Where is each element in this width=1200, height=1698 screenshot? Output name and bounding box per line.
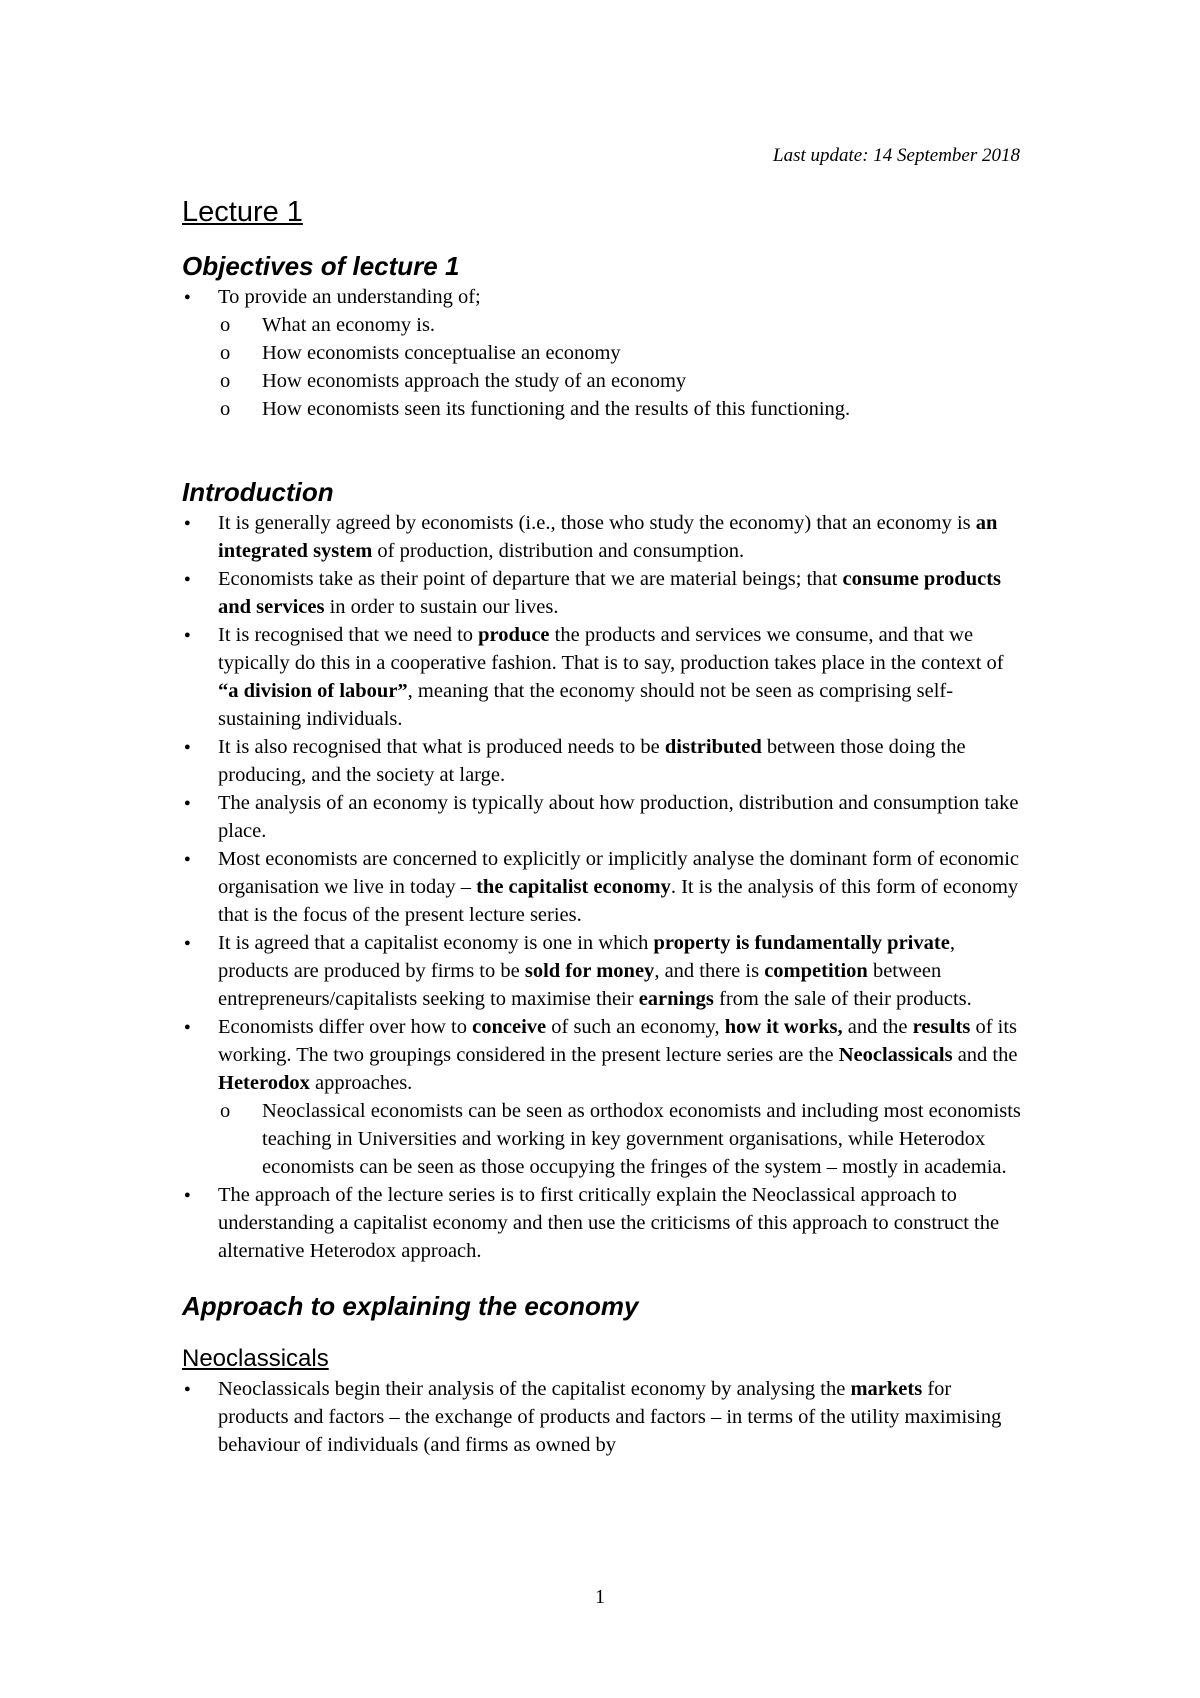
list-item: ● Economists take as their point of departure that we are material beings; that consume products and services in order to sustain our lives. [182, 565, 1022, 621]
neoclassicals-list [182, 1375, 1022, 1459]
sub-list-item: o What an economy is. [182, 311, 1022, 339]
list-item: ● The analysis of an economy is typically about how production, distribution and consumption take place. [182, 789, 1022, 845]
objectives-heading: Objectives of lecture 1 [182, 251, 460, 281]
list-item: ● Economists differ over how to conceive of such an economy, how it works, and the results of its working. The two groupings considered in the present lecture series are the Neoclassicals and the Heterodox approaches. [182, 1013, 1022, 1097]
list-item: ● It is also recognised that what is produced needs to be distributed between those doing the producing, and the society at large. [182, 733, 1022, 789]
list-item: ● To provide an understanding of; [182, 283, 1022, 311]
sub-list-item: o How economists approach the study of an economy [182, 367, 1022, 395]
sub-list-item: o How economists seen its functioning and the results of this functioning. [182, 395, 1022, 423]
list-item: ● It is agreed that a capitalist economy is one in which property is fundamentally private, products are produced by firms to be sold for money, and there is competition between entrepreneurs/capitalists seeking to maximise their earnings from the sale of their products. [182, 929, 1022, 1013]
sub-list-item: o How economists conceptualise an economy [182, 339, 1022, 367]
page-number: 1 [595, 1586, 605, 1608]
introduction-list [182, 509, 1022, 1265]
last-update-date: Last update: 14 September 2018 [773, 145, 1020, 166]
neoclassicals-heading: Neoclassicals [182, 1345, 329, 1372]
list-item: ● It is recognised that we need to produce the products and services we consume, and that we typically do this in a cooperative fashion. That is to say, production takes place in the context of “a division of labour”, meaning that the economy should not be seen as comprising self-sustaining individuals. [182, 621, 1022, 733]
sub-list-item: o Neoclassical economists can be seen as orthodox economists and including most economists teaching in Universities and working in key government organisations, while Heterodox economists can be seen as those occupying the fringes of the system – mostly in academia. [182, 1097, 1022, 1181]
list-item: ● Neoclassicals begin their analysis of the capitalist economy by analysing the markets for products and factors – the exchange of products and factors – in terms of the utility maximising behaviour of individuals (and firms as owned by [182, 1375, 1022, 1459]
lecture-title: Lecture 1 [182, 196, 303, 228]
document-body [182, 195, 1022, 1459]
introduction-heading: Introduction [182, 477, 334, 507]
approach-heading: Approach to explaining the economy [182, 1291, 639, 1321]
list-item: ● Most economists are concerned to explicitly or implicitly analyse the dominant form of economic organisation we live in today – the capitalist economy. It is the analysis of this form of economy that is the focus of the present lecture series. [182, 845, 1022, 929]
list-item: ● It is generally agreed by economists (i.e., those who study the economy) that an economy is an integrated system of production, distribution and consumption. [182, 509, 1022, 565]
list-item: ● The approach of the lecture series is to first critically explain the Neoclassical approach to understanding a capitalist economy and then use the criticisms of this approach to construct the alternative Heterodox approach. [182, 1181, 1022, 1265]
objectives-list [182, 283, 1022, 423]
